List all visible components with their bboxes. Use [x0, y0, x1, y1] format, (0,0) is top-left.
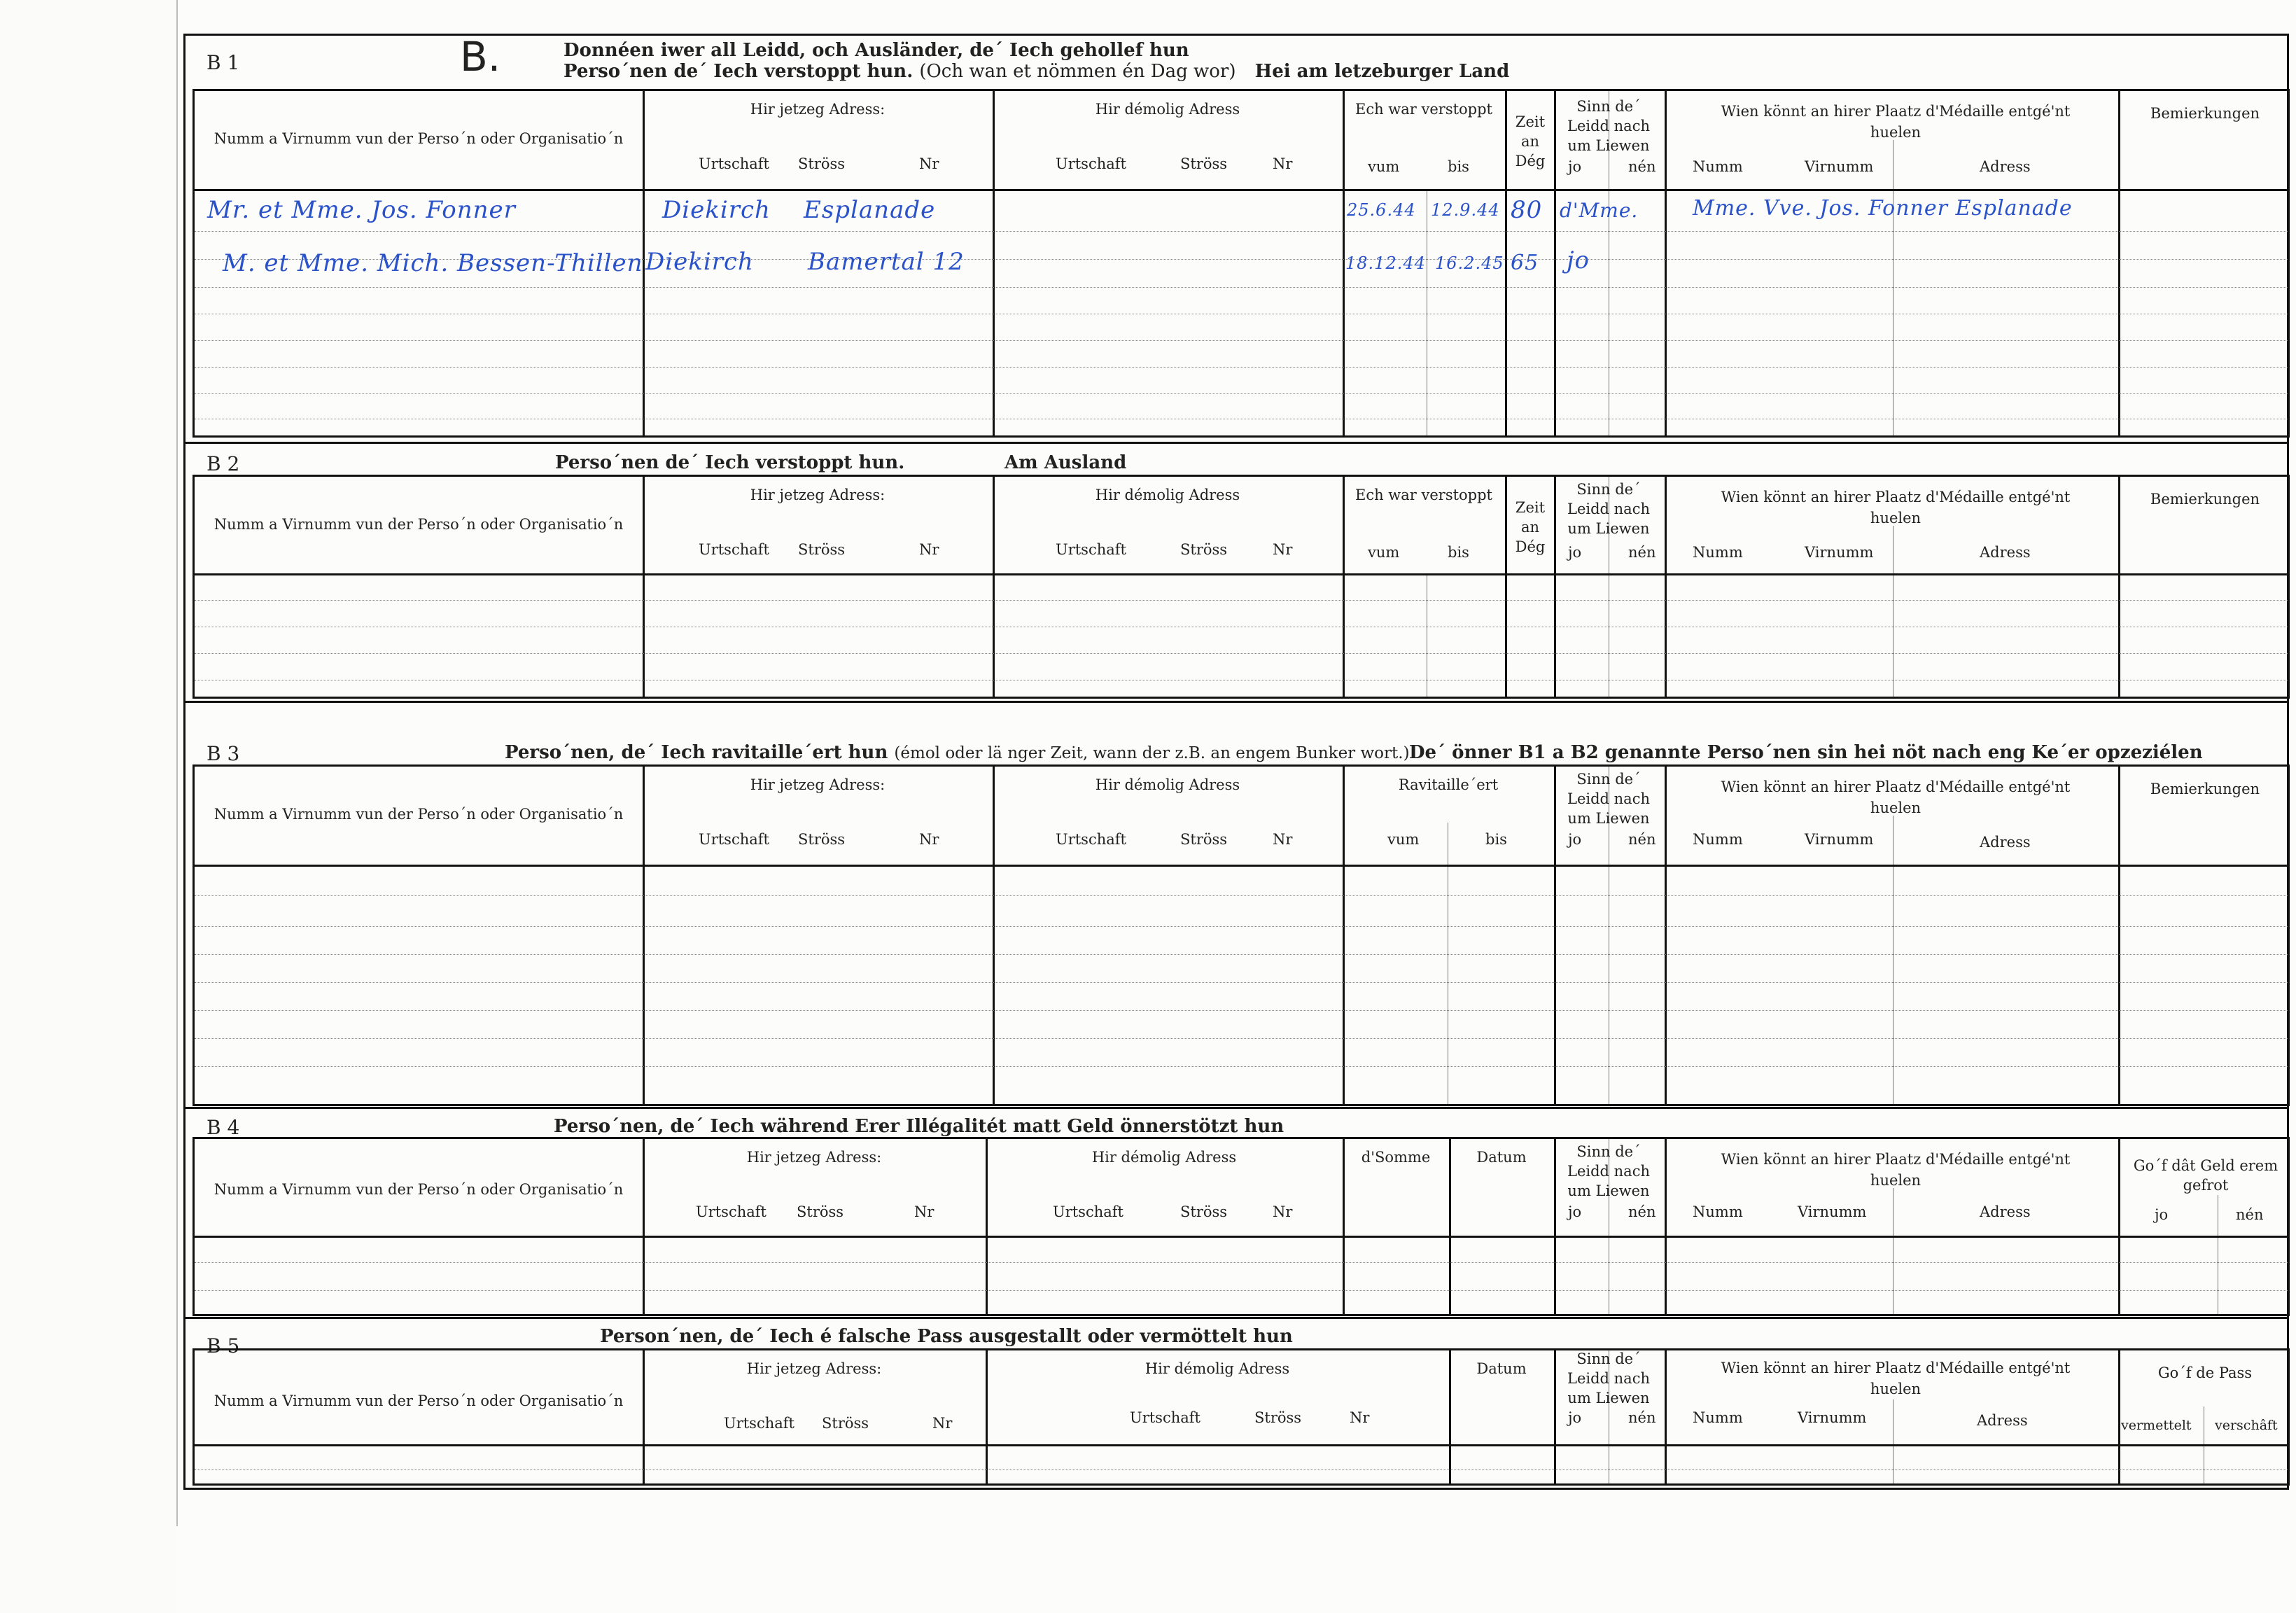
- header-jo: jo: [2155, 1206, 2169, 1223]
- header-wien: Wien könnt an hirer Plaatz d'Médaille entgé'nt huelen: [1721, 103, 2071, 141]
- header-ravitailleert: Ravitaille´ert: [1398, 776, 1499, 793]
- handwritten-alive: jo: [1567, 246, 1590, 274]
- header-verschaft: verschâft: [2215, 1418, 2278, 1433]
- header-nr: Nr: [1273, 1203, 1293, 1220]
- section-tag: B 1: [206, 51, 240, 74]
- header-somme: d'Somme: [1361, 1149, 1431, 1166]
- section-b4: [186, 1107, 2287, 1319]
- header-adress: Adress: [1980, 158, 2031, 175]
- section-tag: B 5: [206, 1334, 240, 1357]
- section-b5: [186, 1317, 2287, 1494]
- header-jo: jo: [1568, 544, 1582, 561]
- handwritten-from: 25.6.44: [1347, 200, 1416, 220]
- header-nen: nén: [2236, 1206, 2264, 1223]
- header-nr: Nr: [919, 831, 939, 848]
- header-vum: vum: [1368, 544, 1400, 561]
- header-nen: nén: [1628, 1203, 1656, 1220]
- section-letter: B.: [460, 33, 501, 81]
- header-nr: Nr: [1273, 541, 1293, 558]
- header-addr-then: Hir démolig Adress: [1095, 101, 1240, 118]
- header-bis: bis: [1485, 831, 1507, 848]
- header-zeit: Zeit an Dég: [1515, 499, 1546, 555]
- header-addr-now: Hir jetzeg Adress:: [746, 1149, 882, 1166]
- header-numm: Numm: [1693, 831, 1743, 848]
- header-adress: Adress: [1977, 1412, 2028, 1429]
- header-wien: Wien könnt an hirer Plaatz d'Médaille entgé'nt huelen: [1721, 778, 2071, 816]
- handwritten-town: Diekirch: [645, 248, 754, 276]
- handwritten-to: 12.9.44: [1431, 200, 1500, 220]
- header-stross: Ströss: [798, 541, 846, 558]
- header-nen: nén: [1628, 831, 1656, 848]
- header-vermettelt: vermettelt: [2121, 1418, 2192, 1433]
- header-stross: Ströss: [1180, 1203, 1228, 1220]
- header-addr-then: Hir démolig Adress: [1091, 1149, 1237, 1166]
- page-edge: [176, 0, 178, 1526]
- header-sinn: Sinn de´ Leidd nach um Liewen: [1567, 98, 1650, 154]
- header-nen: nén: [1628, 544, 1656, 561]
- header-stross: Ströss: [1254, 1409, 1302, 1426]
- handwritten-recipient: Mme. Vve. Jos. Fonner Esplanade: [1693, 196, 2073, 221]
- header-sinn: Sinn de´ Leidd nach um Liewen: [1567, 771, 1650, 827]
- section-title: Donnéen iwer all Leidd, och Ausländer, de´ Iech gehollef hun: [564, 40, 1189, 61]
- header-sinn: Sinn de´ Leidd nach um Liewen: [1567, 1143, 1650, 1199]
- header-nr: Nr: [932, 1415, 953, 1432]
- section-tag: B 2: [206, 452, 240, 475]
- header-addr-now: Hir jetzeg Adress:: [746, 1360, 882, 1377]
- form-frame: [183, 34, 2289, 1490]
- header-stross: Ströss: [798, 831, 846, 848]
- header-vum: vum: [1387, 831, 1420, 848]
- b2-table: [192, 475, 2290, 699]
- handwritten-name: M. et Mme. Mich. Bessen-Thillen: [223, 249, 643, 277]
- header-adress: Adress: [1980, 544, 2031, 561]
- header-jo: jo: [1568, 158, 1582, 175]
- header-nen: nén: [1628, 158, 1656, 175]
- handwritten-town: Diekirch: [662, 196, 771, 224]
- header-sinn: Sinn de´ Leidd nach um Liewen: [1567, 1350, 1650, 1406]
- header-vum: vum: [1368, 158, 1400, 175]
- header-virnumm: Virnumm: [1798, 1409, 1867, 1426]
- b1-table: [192, 89, 2290, 438]
- section-subtitle: De´ önner B1 a B2 genannte Perso´nen sin hei nöt nach eng Ke´er opzeziélen: [1409, 742, 2203, 763]
- header-adress: Adress: [1980, 834, 2031, 851]
- header-stross: Ströss: [822, 1415, 869, 1432]
- header-adress: Adress: [1980, 1203, 2031, 1220]
- header-nr: Nr: [919, 155, 939, 172]
- section-subtitle: Am Ausland: [1004, 452, 1127, 473]
- header-hidden: Ech war verstoppt: [1354, 101, 1492, 118]
- header-addr-then: Hir démolig Adress: [1144, 1360, 1290, 1377]
- header-urtschaft: Urtschaft: [696, 1203, 766, 1220]
- header-virnumm: Virnumm: [1805, 544, 1874, 561]
- handwritten-from: 18.12.44: [1345, 253, 1426, 273]
- section-subtitle: Perso´nen de´ Iech verstoppt hun. (Och wan et nömmen én Dag wor) Hei am letzeburger Land: [564, 61, 1510, 82]
- header-urtschaft: Urtschaft: [699, 541, 769, 558]
- b4-table: [192, 1137, 2290, 1316]
- header-urtschaft: Urtschaft: [699, 831, 769, 848]
- handwritten-street: Esplanade: [804, 196, 936, 224]
- header-virnumm: Virnumm: [1798, 1203, 1867, 1220]
- header-addr-then: Hir démolig Adress: [1095, 487, 1240, 503]
- header-zeit: Zeit an Dég: [1515, 113, 1546, 169]
- header-name: Numm a Virnumm vun der Perso´n oder Organisatio´n: [214, 806, 624, 823]
- header-virnumm: Virnumm: [1805, 158, 1874, 175]
- header-stross: Ströss: [1180, 541, 1228, 558]
- header-gof: Go´f dât Geld erem gefrot: [2133, 1157, 2278, 1194]
- header-addr-now: Hir jetzeg Adress:: [750, 487, 886, 503]
- handwritten-name: Mr. et Mme. Jos. Fonner: [207, 196, 516, 224]
- header-name: Numm a Virnumm vun der Perso´n oder Organisatio´n: [214, 1181, 624, 1198]
- header-wien: Wien könnt an hirer Plaatz d'Médaille entgé'nt huelen: [1721, 1151, 2071, 1189]
- header-hidden: Ech war verstoppt: [1354, 487, 1492, 503]
- header-datum: Datum: [1476, 1360, 1527, 1377]
- section-b3: [186, 701, 2287, 1109]
- header-urtschaft: Urtschaft: [1056, 831, 1126, 848]
- handwritten-days: 65: [1511, 251, 1539, 275]
- section-title: Person´nen, de´ Iech é falsche Pass ausgestallt oder vermöttelt hun: [600, 1326, 1293, 1347]
- header-numm: Numm: [1693, 544, 1743, 561]
- header-wien: Wien könnt an hirer Plaatz d'Médaille entgé'nt huelen: [1721, 489, 2071, 526]
- header-addr-now: Hir jetzeg Adress:: [750, 101, 886, 118]
- section-b1: [186, 33, 2287, 442]
- header-bis: bis: [1448, 544, 1469, 561]
- header-name: Numm a Virnumm vun der Perso´n oder Organisatio´n: [214, 130, 624, 147]
- handwritten-alive: d'Mme.: [1560, 199, 1639, 222]
- header-nr: Nr: [1350, 1409, 1370, 1426]
- header-urtschaft: Urtschaft: [1053, 1203, 1124, 1220]
- header-urtschaft: Urtschaft: [1056, 541, 1126, 558]
- section-b2: [186, 442, 2287, 703]
- header-bis: bis: [1448, 158, 1469, 175]
- header-jo: jo: [1568, 831, 1582, 848]
- handwritten-street: Bamertal 12: [808, 248, 965, 276]
- header-nen: nén: [1628, 1409, 1656, 1426]
- section-tag: B 3: [206, 742, 240, 765]
- header-numm: Numm: [1693, 158, 1743, 175]
- header-urtschaft: Urtschaft: [724, 1415, 794, 1432]
- header-wien: Wien könnt an hirer Plaatz d'Médaille entgé'nt huelen: [1721, 1360, 2071, 1397]
- header-addr-then: Hir démolig Adress: [1095, 776, 1240, 793]
- header-addr-now: Hir jetzeg Adress:: [750, 776, 886, 793]
- section-title: Perso´nen, de´ Iech ravitaille´ert hun (émol oder lä nger Zeit, wann der z.B. an engem Bunker wort.): [505, 742, 1410, 763]
- header-jo: jo: [1568, 1203, 1582, 1220]
- header-stross: Ströss: [797, 1203, 844, 1220]
- header-nr: Nr: [1273, 155, 1293, 172]
- header-stross: Ströss: [1180, 155, 1228, 172]
- section-title: Perso´nen de´ Iech verstoppt hun.: [555, 452, 905, 473]
- header-virnumm: Virnumm: [1805, 831, 1874, 848]
- header-bemierkungen: Bemierkungen: [2150, 781, 2260, 797]
- header-stross: Ströss: [1180, 831, 1228, 848]
- header-nr: Nr: [919, 541, 939, 558]
- section-title: Perso´nen, de´ Iech während Erer Illégalitét matt Geld önnerstötzt hun: [554, 1116, 1284, 1137]
- b3-table: [192, 764, 2290, 1106]
- section-tag: B 4: [206, 1116, 240, 1139]
- header-nr: Nr: [1273, 831, 1293, 848]
- header-datum: Datum: [1476, 1149, 1527, 1166]
- header-name: Numm a Virnumm vun der Perso´n oder Organisatio´n: [214, 1392, 624, 1409]
- header-nr: Nr: [914, 1203, 934, 1220]
- handwritten-to: 16.2.45: [1435, 253, 1504, 273]
- handwritten-days: 80: [1511, 196, 1543, 224]
- header-bemierkungen: Bemierkungen: [2150, 105, 2260, 122]
- header-name: Numm a Virnumm vun der Perso´n oder Organisatio´n: [214, 516, 624, 533]
- header-urtschaft: Urtschaft: [1130, 1409, 1200, 1426]
- b5-table: [192, 1348, 2290, 1486]
- header-urtschaft: Urtschaft: [1056, 155, 1126, 172]
- header-bemierkungen: Bemierkungen: [2150, 491, 2260, 508]
- header-numm: Numm: [1693, 1203, 1743, 1220]
- header-jo: jo: [1568, 1409, 1582, 1426]
- header-numm: Numm: [1693, 1409, 1743, 1426]
- header-sinn: Sinn de´ Leidd nach um Liewen: [1567, 481, 1650, 537]
- header-urtschaft: Urtschaft: [699, 155, 769, 172]
- header-gof-pass: Go´f de Pass: [2157, 1364, 2253, 1381]
- header-stross: Ströss: [798, 155, 846, 172]
